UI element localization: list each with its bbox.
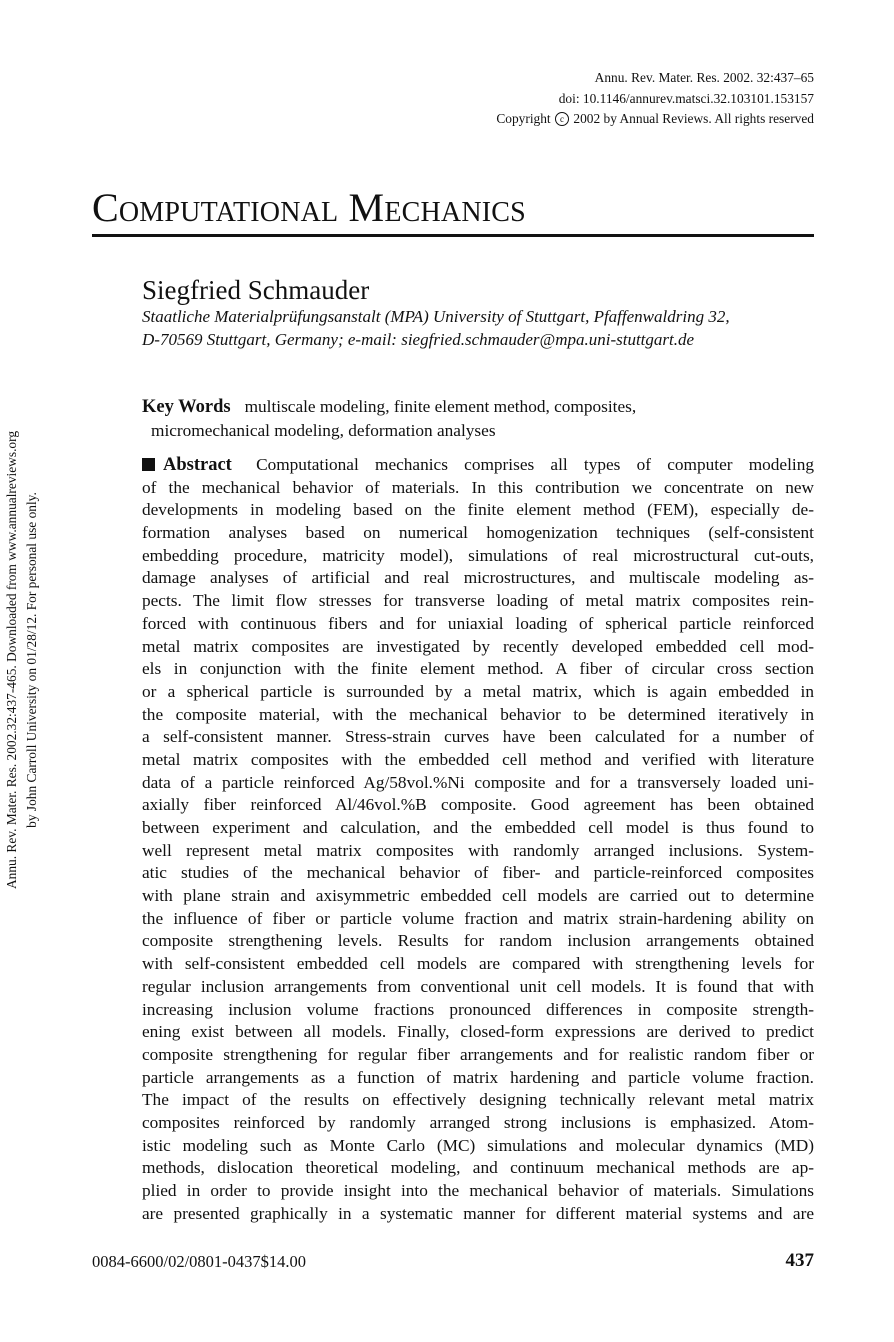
copyright-suffix: 2002 by Annual Reviews. All rights reserved [573, 111, 814, 126]
abstract-line: Computational mechanics comprises all types of computer modeling [256, 455, 814, 474]
abstract-line: damage analyses of artificial and real microstructures, and multiscale modeling as- [142, 568, 814, 588]
abstract-line: plied in order to provide insight into the mechanical behavior of materials. Simulations [142, 1181, 814, 1200]
abstract-line: increasing inclusion volume fractions pronounced differences in composite strength- [142, 999, 814, 1019]
abstract-label: Abstract [163, 455, 232, 475]
copyright-icon: c [555, 112, 569, 126]
abstract-line: axially fiber reinforced Al/46vol.%B composite. Good agreement has been obtained [142, 795, 814, 815]
abstract-line: composite strengthening levels. Results for random inclusion arrangements obtained [142, 931, 814, 951]
abstract [142, 454, 814, 1225]
author-name: Siegfried Schmauder [142, 275, 370, 305]
author-affiliation [142, 305, 822, 351]
abstract-line: are presented graphically in a systematic manner for different material systems and are [142, 1203, 814, 1223]
abstract-line: developments in modeling based on the finite element method (FEM), especially de- [142, 500, 814, 520]
download-note [2, 360, 62, 960]
abstract-first-line [142, 454, 814, 477]
download-note-line-2: by John Carroll University on 01/28/12. For personal use only. [24, 492, 39, 828]
title-rule [92, 234, 814, 237]
citation-line: Annu. Rev. Mater. Res. 2002. 32:437–65 [594, 70, 814, 85]
copyright-line [394, 109, 814, 130]
abstract-body [142, 477, 814, 1226]
square-bullet-icon [142, 458, 155, 471]
download-note-line-1: Annu. Rev. Mater. Res. 2002.32:437-465. Downloaded from www.annualreviews.org [4, 430, 19, 890]
copyright-prefix: Copyright [496, 111, 551, 126]
abstract-line: composite strengthening for regular fiber arrangements and for realistic random fiber or [142, 1044, 814, 1064]
abstract-line: pects. The limit flow stresses for transverse loading of metal matrix composites rein- [142, 591, 814, 611]
footer-code: 0084-6600/02/0801-0437$14.00 [92, 1252, 307, 1271]
abstract-line: between experiment and calculation, and the embedded cell model is thus found to [142, 818, 814, 837]
page-number: 437 [785, 1250, 814, 1271]
abstract-line: the influence of fiber or particle volume fraction and matrix strain-hardening ability on [142, 908, 814, 928]
affiliation-line-2: D-70569 Stuttgart, Germany; e-mail: siegfried.schmauder@mpa.uni-stuttgart.de [142, 330, 695, 349]
abstract-line: forced with continuous fibers and for uniaxial loading of spherical particle reinforced [142, 613, 814, 633]
abstract-line: regular inclusion arrangements from conventional unit cell models. It is found that with [142, 976, 814, 996]
abstract-line: methods, dislocation theoretical modeling, and continuum mechanical methods are ap- [142, 1158, 814, 1178]
abstract-line: metal matrix composites with the embedded cell method and verified with literature [142, 749, 814, 769]
abstract-line: well represent metal matrix composites with randomly arranged inclusions. System- [142, 840, 814, 860]
abstract-line: istic modeling such as Monte Carlo (MC) simulations and molecular dynamics (MD) [142, 1135, 814, 1155]
affiliation-line-1: Staatliche Materialprüfungsanstalt (MPA) University of Stuttgart, Pfaffenwaldring 32, [142, 307, 730, 326]
abstract-line: with plane strain and axisymmetric embedded cell models are carried out to determine [142, 886, 814, 906]
abstract-line: The impact of the results on effectively designing technically relevant metal matrix [142, 1090, 814, 1110]
keywords-line-2: micromechanical modeling, deformation analyses [151, 421, 496, 440]
article-title: Computational Mechanics [92, 185, 526, 230]
abstract-line: or a spherical particle is surrounded by a metal matrix, which is again embedded in [142, 681, 814, 701]
abstract-line: ening exist between all models. Finally, closed-form expressions are derived to predict [142, 1022, 814, 1042]
journal-header [394, 68, 814, 130]
doi-line: doi: 10.1146/annurev.matsci.32.103101.153157 [558, 90, 814, 106]
keywords-label: Key Words [142, 397, 231, 417]
abstract-line: the composite material, with the mechanical behavior to be determined iteratively in [142, 704, 814, 724]
abstract-line: particle arrangements as a function of matrix hardening and particle volume fraction. [142, 1067, 814, 1087]
abstract-line: els in conjunction with the finite element method. A fiber of circular cross section [142, 659, 814, 679]
abstract-line: embedding procedure, matricity model), simulations of real microstructural cut-outs, [142, 545, 814, 565]
abstract-line: formation analyses based on numerical homogenization techniques (self-consistent [142, 523, 814, 543]
abstract-line: a self-consistent manner. Stress-strain curves have been calculated for a number of [142, 727, 814, 747]
abstract-line: of the mechanical behavior of materials. In this contribution we concentrate on new [142, 477, 814, 497]
abstract-line: metal matrix composites are investigated by recently developed embedded cell mod- [142, 636, 814, 656]
abstract-line: data of a particle reinforced Ag/58vol.%Ni composite and for a transversely loaded uni- [142, 772, 814, 792]
keywords [142, 395, 814, 442]
keywords-line-1: multiscale modeling, finite element method, composites, [244, 397, 637, 416]
abstract-line: composites reinforced by randomly arranged strong inclusions is emphasized. Atom- [142, 1112, 814, 1132]
abstract-line: atic studies of the mechanical behavior of fiber- and particle-reinforced composites [142, 863, 814, 883]
abstract-line: with self-consistent embedded cell models are compared with strengthening levels for [142, 954, 814, 974]
